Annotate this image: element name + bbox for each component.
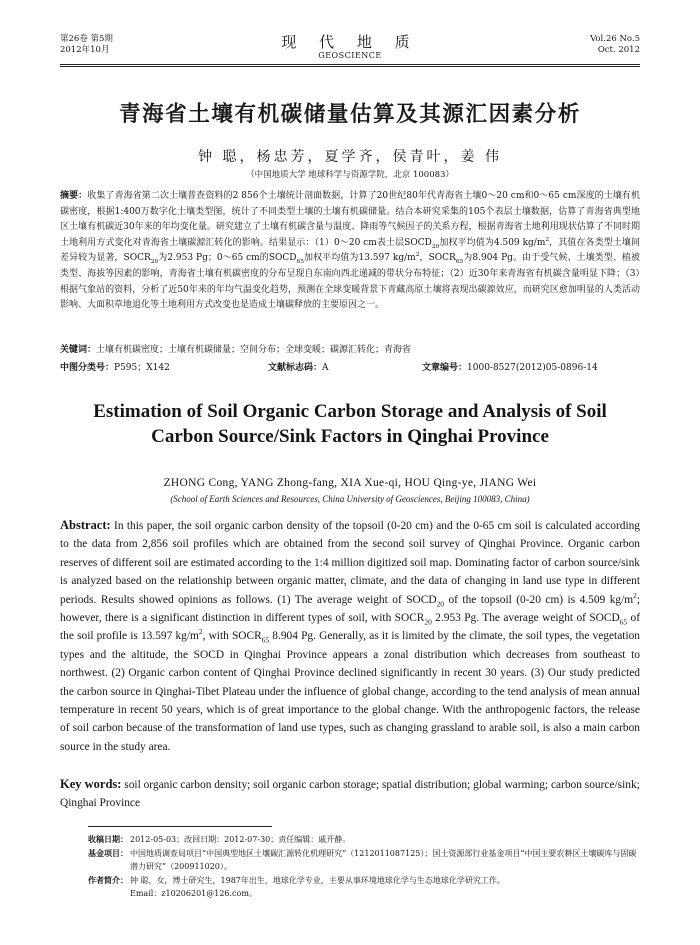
abstract-cn: 摘要：收集了青海省第二次土壤普查资料的2 856个土壤统计剖面数据，计算了20世纪80年代青海省土壤0～20 cm和0～65 cm深度的土壤有机碳密度，根据1:400万数字化土壤类型图，统计了不同类型土壤的土壤有机碳储量。结合本研究采集的105个表层土壤数据，估算了青海省典型地区土壤有机碳近30年来的年均变化量。研究建立了土壤有机碳含量与温度、降雨等气候因子的关系方程，根据青海省土地利用现状估算了不同时期土地利用方式变化对青海省土壤碳源汇转化的影响。结果显示：（1）0～20 cm表土层$SOCD_{20}$加权平均值为4.509 $kg/m^2$，其值在各类型土壤间差异较为显著，$SOCR_{20}$为2.953 Pg；0～65 cm的$SOCD_{65}$加权平均值为13.597 $kg/m^2$，$SOCR_{65}$为8.904 Pg。由于受气候、土壤类型、植被类型、海拔等因素的影响，青海省土壤有机碳密度的分布呈现自东南向西北递减的带状分布特征；（2）近30年来青海省有机碳含量明显下降；（3）根据气象站的资料，分析了近50年来的年均气温变化趋势，预测在全球变暖背景下青藏高原土壤将表现出碳源效应，而研究区愈加明显的人类活动影响、大面积草地退化等土地利用方式改变也是造成土壤碳释放的主要原因之一。 [60, 191, 640, 311]
footnotes [88, 833, 640, 901]
header-rule [60, 64, 640, 65]
journal-name-en: GEOSCIENCE [318, 51, 382, 60]
footnote-received: 收稿日期： 2012-05-03；改回日期：2012-07-30；责任编辑：戚开静。 [88, 835, 351, 844]
abstract-en-label: Abstract: [60, 518, 111, 532]
date-en: Oct. 2012 [597, 45, 640, 55]
affiliation-cn: （中国地质大学 地球科学与资源学院，北京 100083） [246, 170, 454, 180]
clc-number: 中图分类号： P595；X142 [60, 363, 170, 373]
keywords-cn-text: 土壤有机碳密度；土壤有机碳储量；空间分布；全球变暖；碳源汇转化；青海省 [96, 345, 412, 355]
keywords-en: Key words: soil organic carbon density; soil organic carbon storage; spatial distribution; global warming; carbon source/sink; Qinghai Province [60, 777, 640, 810]
header-center [60, 34, 640, 61]
volume-en: Vol.26 No.5 [590, 34, 640, 44]
running-header [60, 34, 640, 64]
footnote-email: Email：z10206201@126.com。 [130, 889, 257, 898]
abstract-cn-label: 摘要： [60, 191, 88, 201]
paper-title-cn: 青海省土壤有机碳储量估算及其源汇因素分析 [118, 102, 581, 127]
volume-cn: 第26卷 第5期 [60, 34, 113, 44]
affiliation-en: (School of Earth Sciences and Resources, China University of Geosciences, Beijing 100083, China) [170, 494, 530, 504]
paper-title-en: Estimation of Soil Organic Carbon Storage and Analysis of Soil Carbon Source/Sink Factors in Qinghai Province [93, 401, 607, 447]
footnote-rule [88, 826, 272, 827]
abstract-en: Abstract: In this paper, the soil organic carbon density of the topsoil (0-20 cm) and the 0-65 cm soil is calculated according to the data from 2,856 soil profiles which are obtained from the second soil survey of Qinghai Province. Organic carbon reserves of different soil are estimated according to the 1:4 million digitized soil map. Dominating factor of carbon source/sink is analyzed based on the relationship between organic matter, climate, and the data of changing in land use type in different periods. Results showed opinions as follows. (1) The average weight of $SOCD_{20}$ of the topsoil (0-20 cm) is 4.509 $kg/m^2$; however, there is a significant distinction in different types of soil, with $SOCR_{20}$ 2.953 Pg. The average weight of $SOCD_{65}$ of the soil profile is 13.597 $kg/m^2$, with $SOCR_{65}$ 8.904 Pg. Generally, as it is limited by the climate, the soil types, the vegetation types and the altitude, the SOCD in Qinghai Province appears a zonal distribution which decreases from southeast to northwest. (2) Organic carbon content of Qinghai Province declined significantly in recent 30 years. (3) Our study predicted the carbon source in Qinghai-Tibet Plateau under the influence of global change, according to the tend analysis of mean annual temperature in recent 50 years, which is of great importance to the global change. With the anthropogenic factors, the release of soil carbon because of the transformation of land use types, such as changing grassland to arable soil, is also a main carbon source in the study area. [60, 518, 640, 753]
keywords-en-label: Key words: [60, 777, 122, 791]
authors-cn: 钟 聪，杨忠芳，夏学齐，侯青叶，姜 伟 [198, 149, 502, 165]
header-right [590, 34, 640, 56]
footnote-fund: 基金项目： 中国地质调查局项目“中国典型地区土壤碳汇源转化机理研究”（1212011087125）；国土资源部行业基金项目“中国主要农耕区土壤碳库与固碳潜力研究”（200911020）。 [88, 848, 637, 871]
footnote-author: 作者简介： 钟 聪，女，博士研究生，1987年出生，地球化学专业，主要从事环境地球化学与生态地球化学研究工作。 [88, 875, 505, 885]
journal-name-cn: 现 代 地 质 [281, 33, 419, 51]
date-cn: 2012年10月 [60, 45, 110, 55]
header-rule-2 [60, 66, 640, 67]
document-code: 文献标志码： A [268, 363, 329, 373]
authors-en: ZHONG Cong, YANG Zhong-fang, XIA Xue-qi, HOU Qing-ye, JIANG Wei [163, 477, 537, 489]
keywords-cn-label: 关键词： [60, 345, 97, 355]
article-number: 文章编号： 1000-8527(2012)05-0896-14 [422, 363, 598, 373]
keywords-cn [60, 343, 640, 357]
